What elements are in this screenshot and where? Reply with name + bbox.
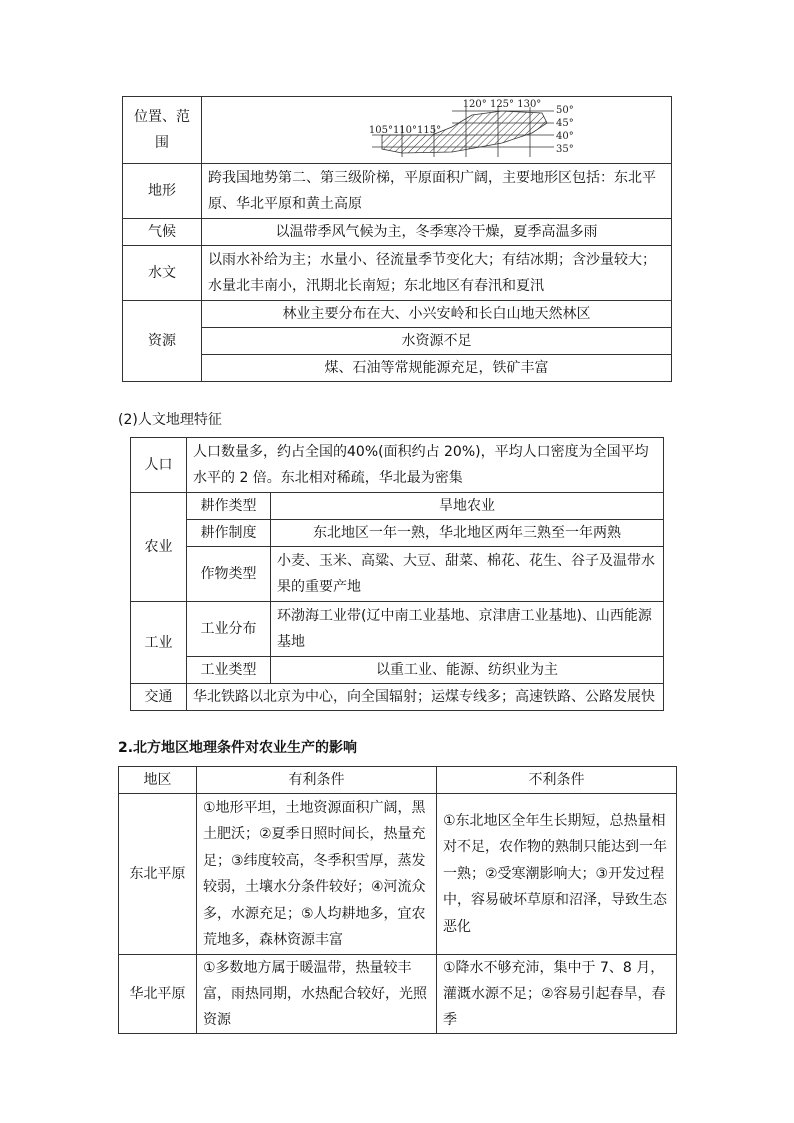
- row-label: 工业: [131, 602, 187, 684]
- row-value: 以重工业、能源、纺织业为主: [271, 657, 664, 684]
- unfavorable-cell: ①降水不够充沛，集中于 7、8 月，灌溉水源不足；②容易引起春旱，春季: [437, 955, 677, 1034]
- row-value: 煤、石油等常规能源充足，铁矿丰富: [202, 355, 672, 382]
- map-latitude-label: 35°: [556, 144, 574, 155]
- agriculture-conditions-table: [118, 766, 677, 1034]
- row-value: 小麦、玉米、高粱、大豆、甜菜、棉花、花生、谷子及温带水果的重要产地: [271, 547, 664, 602]
- row-sublabel: 耕作制度: [187, 520, 271, 547]
- row-sublabel: 耕作类型: [187, 493, 271, 520]
- row-value: 以雨水补给为主；水量小、径流量季节变化大；有结冰期；含沙量较大；水量北丰南小，汛期北长南短；东北地区有春汛和夏汛: [202, 246, 672, 301]
- row-value: 环渤海工业带(辽中南工业基地、京津唐工业基地)、山西能源基地: [271, 602, 664, 657]
- row-label: 农业: [131, 493, 187, 602]
- map-top-longitudes: 120° 125° 130°: [462, 99, 542, 110]
- row-sublabel: 作物类型: [187, 547, 271, 602]
- table-row: [119, 955, 677, 1034]
- table-row: [131, 438, 664, 493]
- row-value: 水资源不足: [202, 328, 672, 355]
- row-value: 华北铁路以北京为中心，向全国辐射；运煤专线多；高速铁路、公路发展快: [187, 684, 664, 711]
- row-value: 旱地农业: [271, 493, 664, 520]
- table-row: [131, 657, 664, 684]
- row-value: 人口数量多，约占全国的40%(面积约占 20%)，平均人口密度为全国平均水平的 2 倍。东北相对稀疏，华北最为密集: [187, 438, 664, 493]
- favorable-cell: ①地形平坦，土地资源面积广阔，黑土肥沃；②夏季日照时间长，热量充足；③纬度较高，冬季积雪厚，蒸发较弱，土壤水分条件较好；④河流众多，水源充足；⑤人均耕地多，宜农荒地多，森林资源丰富: [197, 794, 437, 955]
- region-cell: 华北平原: [119, 955, 197, 1034]
- table-row: [131, 684, 664, 711]
- table-row: [123, 97, 672, 164]
- favorable-cell: ①多数地方属于暖温带，热量较丰富，雨热同期，水热配合较好，光照资源: [197, 955, 437, 1034]
- table-header-row: [119, 767, 677, 794]
- row-label: 地形: [123, 164, 202, 219]
- row-label: 气候: [123, 219, 202, 246]
- table-row: [119, 794, 677, 955]
- table-row: [131, 493, 664, 520]
- section-heading: (2)人文地理特征: [118, 412, 222, 428]
- region-cell: 东北平原: [119, 794, 197, 955]
- location-map: [202, 97, 672, 163]
- table-row: [123, 246, 672, 301]
- row-value: 跨我国地势第二、第三级阶梯，平原面积广阔，主要地形区包括：东北平原、华北平原和黄土高原: [202, 164, 672, 219]
- section-heading: 2.北方地区地理条件对农业生产的影响: [118, 740, 358, 756]
- column-header: 有利条件: [197, 767, 437, 794]
- table-row: [131, 602, 664, 657]
- column-header: 不利条件: [437, 767, 677, 794]
- human-features-table: [130, 437, 664, 711]
- table-row: [131, 520, 664, 547]
- map-latitude-label: 40°: [556, 131, 574, 142]
- unfavorable-cell: ①东北地区全年生长期短，总热量相对不足，农作物的熟制只能达到一年一熟；②受寒潮影响大；③开发过程中，容易破坏草原和沼泽，导致生态恶化: [437, 794, 677, 955]
- table-row: [123, 164, 672, 219]
- row-value: 东北地区一年一熟，华北地区两年三熟至一年两熟: [271, 520, 664, 547]
- table-row: [123, 355, 672, 382]
- row-label: 位置、范围: [123, 97, 202, 164]
- row-label: 资源: [123, 301, 202, 382]
- row-value: 以温带季风气候为主，冬季寒冷干燥，夏季高温多雨: [202, 219, 672, 246]
- row-sublabel: 工业分布: [187, 602, 271, 657]
- natural-features-table: [122, 96, 672, 382]
- map-latitude-label: 45°: [556, 118, 574, 129]
- row-sublabel: 工业类型: [187, 657, 271, 684]
- table-row: [123, 219, 672, 246]
- map-latitude-label: 50°: [556, 105, 574, 116]
- table-row: [123, 328, 672, 355]
- column-header: 地区: [119, 767, 197, 794]
- table-row: [123, 301, 672, 328]
- row-label: 人口: [131, 438, 187, 493]
- location-map-cell: [202, 97, 672, 164]
- row-label: 交通: [131, 684, 187, 711]
- row-label: 水文: [123, 246, 202, 301]
- map-left-longitudes: 105°110°115°: [368, 125, 442, 136]
- row-value: 林业主要分布在大、小兴安岭和长白山地天然林区: [202, 301, 672, 328]
- table-row: [131, 547, 664, 602]
